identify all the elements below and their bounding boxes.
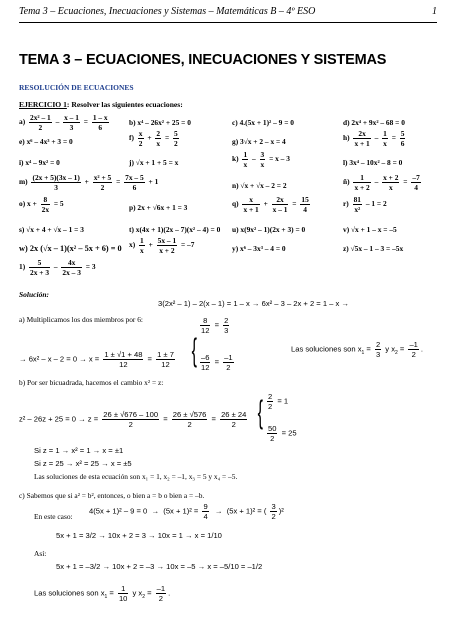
page-number: 1 xyxy=(432,6,437,17)
equation-k: k) $\frac{1}{x}$ – $\frac{3}{x}$ = x – 3 xyxy=(232,150,290,169)
solution-c-line2: 5x + 1 = –3/2 → 10x + 2 = –3 → 10x = –5 → x = –5/10 = –1/2 xyxy=(56,562,263,571)
equation-u: u) x(9x² – 1)(2x + 3) = 0 xyxy=(232,225,306,234)
exercise-label: EJERCICIO 1 xyxy=(19,100,67,109)
solution-b-root1: $\frac{2}{2}$ = 1 xyxy=(268,392,289,411)
equation-d: d) 2x⁴ + 9x² – 68 = 0 xyxy=(343,118,405,127)
solution-b-root2: $\frac{50}{2}$ = 25 xyxy=(268,424,297,443)
solution-b-line: z² – 26z + 25 = 0 → z = $\frac{26 \pm √676 - 100}{2}$ = $\frac{26 \pm √576}{2}$ = $\frac{26 \pm 24}{2}$ xyxy=(19,410,247,429)
solution-c-case: En este caso: xyxy=(34,512,73,521)
equation-1: 1) $\frac{5}{2x + 3}$ – $\frac{4x}{2x - 3}$ = 3 xyxy=(19,258,96,277)
equation-h: h) $\frac{2x}{x + 1}$ – $\frac{1}{x}$ = $\frac{5}{6}$ xyxy=(343,129,405,148)
equation-y: y) x⁶ – 3x³ – 4 = 0 xyxy=(232,244,286,253)
solution-c-text: c) Sabemos que si a² = b², entonces, o bien a = b o bien a = –b. xyxy=(19,491,205,500)
equation-e: e) x⁶ – 4x³ + 3 = 0 xyxy=(19,137,73,146)
solution-c-line: 4(5x + 1)² – 9 = 0 → (5x + 1)² = $\frac{9}{4}$ → (5x + 1)² = ( $\frac{3}{2}$ )² xyxy=(89,502,284,521)
solution-b-case1: Si z = 1 → x² = 1 → x = ±1 xyxy=(34,446,124,455)
solution-a-text: a) Multiplicamos los dos miembros por 6: xyxy=(19,315,143,324)
solution-a-result: Las soluciones son $x_1$ = $\frac{2}{3}$ y $x_2$ = $\frac{-1}{2}$ . xyxy=(291,340,424,359)
solution-c-result: Las soluciones son $x_1$ = $\frac{1}{10}$ y $x_2$ = $\frac{-1}{2}$ . xyxy=(34,584,171,603)
solution-heading: Solución: xyxy=(19,290,50,299)
solution-a-line1: 3(2x² – 1) – 2(x – 1) = 1 – x → 6x² – 3 – 2x + 2 = 1 – x → xyxy=(158,299,349,308)
solution-a-root1: $\frac{8}{12}$ = $\frac{2}{3}$ xyxy=(201,316,229,335)
equation-t: t) x(4x + 1)(2x – 7)(x² – 4) = 0 xyxy=(129,225,221,234)
equation-w: w) 2x (√x – 1)(x² – 5x + 6) = 0 xyxy=(19,244,122,253)
section-heading: RESOLUCIÓN DE ECUACIONES xyxy=(19,83,134,92)
equation-f: f) $\frac{x}{2}$ + $\frac{2}{x}$ = $\frac{5}{2}$ xyxy=(129,129,178,148)
solution-b-brace: { xyxy=(257,394,264,430)
equation-enye: ñ) $\frac{1}{x + 2}$ – $\frac{x + 2}{x}$ = $\frac{-7}{4}$ xyxy=(343,173,420,192)
equation-g: g) 3√x + 2 – x = 4 xyxy=(232,137,286,146)
solution-b-case2: Si z = 25 → x² = 25 → x = ±5 xyxy=(34,459,132,468)
solution-c-line1: 5x + 1 = 3/2 → 10x + 2 = 3 → 10x = 1 → x = 1/10 xyxy=(56,531,222,540)
equation-q: q) $\frac{x}{x + 1}$ + $\frac{2x}{x - 1}$ = $\frac{15}{4}$ xyxy=(232,195,309,214)
equation-z: z) √5x – 1 – 3 = –5x xyxy=(343,244,404,253)
solution-a-brace: { xyxy=(191,332,198,368)
exercise-prompt: : Resolver las siguientes ecuaciones: xyxy=(66,100,183,109)
running-title: Tema 3 – Ecuaciones, Inecuaciones y Sistemas – Matemáticas B – 4º ESO xyxy=(19,6,316,17)
equation-j: j) √x + 1 + 5 = x xyxy=(129,158,179,167)
running-header xyxy=(19,6,437,17)
equation-r: r) $\frac{81}{\text{x²}}$ – 1 = 2 xyxy=(343,195,387,214)
solution-a-line2: → 6x² – x – 2 = 0 → x = $\frac{1 \pm √1 + 48}{12}$ = $\frac{1 \pm 7}{12}$ xyxy=(19,350,174,369)
equation-b: b) x⁴ – 26x² + 25 = 0 xyxy=(129,118,191,127)
equation-p: p) 2x + √6x + 1 = 3 xyxy=(129,203,188,212)
equation-m: m) $\frac{(2x + 5)(3x - 1)}{3}$ + $\frac{\text{x² + 5}}{2}$ = $\frac{7x - 5}{6}$ + 1 xyxy=(19,173,159,192)
equation-s: s) √x + 4 + √x – 1 = 3 xyxy=(19,225,84,234)
solution-b-text: b) Por ser bicuadrada, hacemos el cambio x² = z: xyxy=(19,378,164,387)
equation-v: v) √x + 1 – x = –5 xyxy=(343,225,397,234)
page-title: TEMA 3 – ECUACIONES, INECUACIONES Y SISTEMAS xyxy=(19,52,387,68)
equation-i: i) x⁴ – 9x² = 0 xyxy=(19,158,60,167)
solution-a-root2: $\frac{-6}{12}$ = $\frac{-1}{2}$ xyxy=(201,353,233,372)
equation-l: l) 3x⁴ – 10x² – 8 = 0 xyxy=(343,158,403,167)
equation-o: o) x + $\frac{8}{2x}$ = 5 xyxy=(19,195,64,214)
header-rule xyxy=(19,22,437,23)
solution-c-asi: Así: xyxy=(34,549,47,558)
equation-n: n) √x + √x – 2 = 2 xyxy=(232,181,287,190)
solution-b-result: Las soluciones de esta ecuación son x₁ = 1, x₂ = –1, x₃ = 5 y x₄ = –5. xyxy=(34,472,238,481)
equation-x: x) $\frac{1}{x}$ + $\frac{5x - 1}{x + 2}$ = –7 xyxy=(129,236,195,255)
equation-a: a) $\frac{\text{2x² – 1}}{2}$ – $\frac{x - 1}{3}$ = $\frac{1 - x}{6}$ xyxy=(19,113,108,132)
equation-c: c) 4.(5x + 1)² – 9 = 0 xyxy=(232,118,294,127)
exercise-heading xyxy=(19,100,183,109)
